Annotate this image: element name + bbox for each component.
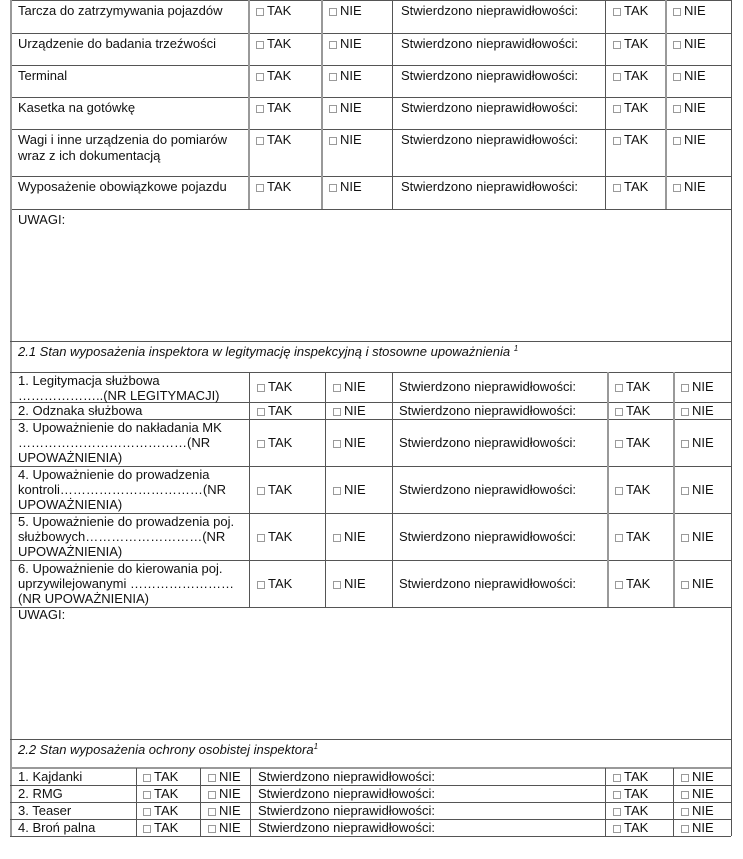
checkbox-icon[interactable] [257,487,265,495]
no-checkbox[interactable] [329,3,362,18]
notes-field[interactable] [11,622,730,738]
option-label: NIE [684,100,706,115]
option-label: NIE [692,769,714,784]
checkbox-icon[interactable] [333,534,341,542]
irregularities-no-checkbox[interactable] [681,769,714,784]
checkbox-icon[interactable] [681,384,689,392]
checkbox-icon[interactable] [673,8,681,16]
item-label: UPOWAŻNIENIA) [18,497,123,512]
yes-checkbox[interactable] [256,68,291,83]
item-label: UPOWAŻNIENIA) [18,450,123,465]
irregularities-yes-checkbox[interactable] [613,820,648,835]
irregularities-label: Stwierdzono nieprawidłowości: [399,379,577,394]
irregularities-label: Stwierdzono nieprawidłowości: [401,132,579,147]
checkbox-icon[interactable] [613,73,621,81]
no-checkbox[interactable] [208,820,241,835]
irregularities-yes-checkbox[interactable] [613,179,648,194]
table-border [249,372,250,607]
option-label: NIE [340,68,362,83]
checkbox-icon[interactable] [615,408,623,416]
yes-checkbox[interactable] [256,132,291,147]
footnote-marker: 1 [313,742,319,751]
checkbox-icon[interactable] [143,791,151,799]
checkbox-icon[interactable] [615,534,623,542]
irregularities-no-checkbox[interactable] [681,786,714,801]
option-label: TAK [626,482,651,497]
table-border [605,768,606,836]
irregularities-yes-checkbox[interactable] [613,803,648,818]
option-label: TAK [626,379,651,394]
option-label: NIE [344,576,366,591]
irregularities-no-checkbox[interactable] [681,435,714,450]
item-label: ………………..(NR LEGITYMACJI) [18,388,220,403]
checkbox-icon[interactable] [681,534,689,542]
checkbox-icon[interactable] [256,73,264,81]
no-checkbox[interactable] [208,769,241,784]
checkbox-icon[interactable] [615,487,623,495]
option-label: NIE [344,529,366,544]
option-label: TAK [268,379,293,394]
option-label: TAK [267,179,292,194]
item-label: Kasetka na gotówkę [18,100,136,115]
item-label: Wyposażenie obowiązkowe pojazdu [18,179,227,194]
checkbox-icon[interactable] [613,137,621,145]
no-checkbox[interactable] [333,435,366,450]
section-title [18,344,518,359]
table-border [248,0,250,209]
yes-checkbox[interactable] [257,435,292,450]
option-label: NIE [344,403,366,418]
checkbox-icon[interactable] [333,581,341,589]
option-label: NIE [344,482,366,497]
table-border [10,341,731,342]
option-label: NIE [692,576,714,591]
table-border [10,33,731,34]
footnote-marker: 1 [513,344,519,353]
option-label: NIE [340,3,362,18]
option-label: TAK [626,403,651,418]
irregularities-yes-checkbox[interactable] [613,68,648,83]
irregularities-no-checkbox[interactable] [673,36,706,51]
irregularities-label: Stwierdzono nieprawidłowości: [258,803,436,818]
checkbox-icon[interactable] [613,184,621,192]
table-border [673,372,675,607]
irregularities-yes-checkbox[interactable] [613,100,648,115]
irregularities-no-checkbox[interactable] [673,68,706,83]
checkbox-icon[interactable] [329,41,337,49]
checkbox-icon[interactable] [333,408,341,416]
item-label: (NR UPOWAŻNIENIA) [18,591,149,606]
irregularities-no-checkbox[interactable] [673,100,706,115]
checkbox-icon[interactable] [673,184,681,192]
checkbox-icon[interactable] [673,105,681,113]
option-label: TAK [268,576,293,591]
table-border [673,768,674,836]
option-label: NIE [692,786,714,801]
checkbox-icon[interactable] [143,825,151,833]
no-checkbox[interactable] [333,403,366,418]
option-label: TAK [268,482,293,497]
item-label: 6. Upoważnienie do kierowania poj. [18,561,223,576]
table-border [392,372,393,607]
option-label: TAK [267,100,292,115]
table-border [325,372,326,607]
option-label: TAK [267,36,292,51]
checkbox-icon[interactable] [681,408,689,416]
irregularities-no-checkbox[interactable] [673,132,706,147]
irregularities-no-checkbox[interactable] [681,379,714,394]
yes-checkbox[interactable] [256,100,291,115]
option-label: NIE [340,132,362,147]
item-label: służbowych………………………(NR [18,529,226,544]
irregularities-label: Stwierdzono nieprawidłowości: [258,786,436,801]
item-label: UPOWAŻNIENIA) [18,544,123,559]
notes-label: UWAGI: [18,212,66,227]
checkbox-icon[interactable] [613,791,621,799]
yes-checkbox[interactable] [143,786,178,801]
section-title [18,742,318,757]
table-border [10,97,731,98]
notes-field[interactable] [11,226,730,340]
table-border [321,0,323,209]
table-border [665,0,667,209]
table-border [10,209,731,210]
checkbox-icon[interactable] [673,73,681,81]
checkbox-icon[interactable] [329,137,337,145]
no-checkbox[interactable] [208,786,241,801]
item-label: 3. Upoważnienie do nakładania MK [18,420,222,435]
checkbox-icon[interactable] [333,487,341,495]
checkbox-icon[interactable] [613,808,621,816]
option-label: TAK [267,3,292,18]
item-label: 2. Odznaka służbowa [18,403,143,418]
checkbox-icon[interactable] [257,440,265,448]
checkbox-icon[interactable] [615,581,623,589]
option-label: NIE [219,786,241,801]
checkbox-icon[interactable] [256,184,264,192]
option-label: NIE [684,132,706,147]
irregularities-no-checkbox[interactable] [681,576,714,591]
yes-checkbox[interactable] [257,576,292,591]
option-label: TAK [154,769,179,784]
option-label: TAK [154,803,179,818]
item-label: kontroli……………………………(NR [18,482,227,497]
irregularities-label: Stwierdzono nieprawidłowości: [258,820,436,835]
table-border [250,768,251,836]
irregularities-label: Stwierdzono nieprawidłowości: [401,100,579,115]
checkbox-icon[interactable] [681,440,689,448]
checkbox-icon[interactable] [673,137,681,145]
irregularities-no-checkbox[interactable] [681,482,714,497]
irregularities-label: Stwierdzono nieprawidłowości: [401,3,579,18]
option-label: NIE [340,179,362,194]
checkbox-icon[interactable] [615,440,623,448]
option-label: NIE [692,529,714,544]
option-label: NIE [340,36,362,51]
irregularities-yes-checkbox[interactable] [615,435,650,450]
irregularities-label: Stwierdzono nieprawidłowości: [399,403,577,418]
checkbox-icon[interactable] [681,774,689,782]
option-label: TAK [624,769,649,784]
section-title-text: 2.2 Stan wyposażenia ochrony osobistej inspektora [18,742,314,757]
checkbox-icon[interactable] [143,774,151,782]
irregularities-yes-checkbox[interactable] [613,769,648,784]
section-title-text: 2.1 Stan wyposażenia inspektora w legitymację inspekcyjną i stosowne upoważnienia [18,344,511,359]
irregularities-label: Stwierdzono nieprawidłowości: [258,769,436,784]
irregularities-yes-checkbox[interactable] [613,36,648,51]
checkbox-icon[interactable] [329,184,337,192]
irregularities-label: Stwierdzono nieprawidłowości: [401,68,579,83]
option-label: TAK [624,786,649,801]
item-label: 4. Broń palna [18,820,96,835]
irregularities-yes-checkbox[interactable] [615,576,650,591]
checkbox-icon[interactable] [613,825,621,833]
item-label: Wagi i inne urządzenia do pomiarów [18,132,228,147]
no-checkbox[interactable] [329,179,362,194]
no-checkbox[interactable] [333,529,366,544]
option-label: TAK [268,435,293,450]
irregularities-label: Stwierdzono nieprawidłowości: [401,179,579,194]
checkbox-icon[interactable] [329,105,337,113]
irregularities-yes-checkbox[interactable] [613,3,648,18]
table-border [607,372,609,607]
checkbox-icon[interactable] [613,8,621,16]
irregularities-label: Stwierdzono nieprawidłowości: [401,36,579,51]
yes-checkbox[interactable] [256,36,291,51]
irregularities-no-checkbox[interactable] [681,803,714,818]
table-border [200,768,201,836]
checkbox-icon[interactable] [615,384,623,392]
irregularities-label: Stwierdzono nieprawidłowości: [399,435,577,450]
yes-checkbox[interactable] [257,529,292,544]
table-border [10,739,731,740]
checkbox-icon[interactable] [329,73,337,81]
no-checkbox[interactable] [329,132,362,147]
yes-checkbox[interactable] [257,482,292,497]
yes-checkbox[interactable] [256,179,291,194]
yes-checkbox[interactable] [256,3,291,18]
irregularities-yes-checkbox[interactable] [615,379,650,394]
item-label: 1. Kajdanki [18,769,83,784]
item-label: Terminal [18,68,68,83]
no-checkbox[interactable] [333,379,366,394]
checkbox-icon[interactable] [333,384,341,392]
option-label: NIE [344,379,366,394]
irregularities-no-checkbox[interactable] [681,820,714,835]
option-label: NIE [692,803,714,818]
option-label: TAK [154,786,179,801]
no-checkbox[interactable] [333,482,366,497]
option-label: NIE [219,769,241,784]
option-label: NIE [692,403,714,418]
irregularities-label: Stwierdzono nieprawidłowości: [399,482,577,497]
item-label: Tarcza do zatrzymywania pojazdów [18,3,223,18]
checkbox-icon[interactable] [613,774,621,782]
table-border [10,836,731,837]
option-label: NIE [692,820,714,835]
yes-checkbox[interactable] [257,379,292,394]
table-border [392,0,393,209]
no-checkbox[interactable] [333,576,366,591]
checkbox-icon[interactable] [333,440,341,448]
checkbox-icon[interactable] [613,41,621,49]
checkbox-icon[interactable] [257,581,265,589]
checkbox-icon[interactable] [681,487,689,495]
checkbox-icon[interactable] [681,581,689,589]
checkbox-icon[interactable] [256,105,264,113]
option-label: TAK [154,820,179,835]
option-label: NIE [344,435,366,450]
table-border [605,0,606,209]
option-label: TAK [267,68,292,83]
option-label: NIE [684,68,706,83]
item-label: 4. Upoważnienie do prowadzenia [18,467,210,482]
irregularities-yes-checkbox[interactable] [613,132,648,147]
checkbox-icon[interactable] [681,791,689,799]
option-label: NIE [684,36,706,51]
checkbox-icon[interactable] [256,8,264,16]
checkbox-icon[interactable] [681,808,689,816]
option-label: TAK [624,132,649,147]
checkbox-icon[interactable] [256,137,264,145]
option-label: NIE [692,379,714,394]
checkbox-icon[interactable] [329,8,337,16]
yes-checkbox[interactable] [257,403,292,418]
checkbox-icon[interactable] [681,825,689,833]
notes-label: UWAGI: [18,607,66,622]
checkbox-icon[interactable] [673,41,681,49]
option-label: TAK [624,100,649,115]
right-border [731,0,732,836]
option-label: TAK [624,3,649,18]
option-label: TAK [626,435,651,450]
item-label: 2. RMG [18,786,63,801]
item-label: 1. Legitymacja służbowa [18,373,160,388]
option-label: TAK [624,36,649,51]
checkbox-icon[interactable] [143,808,151,816]
checkbox-icon[interactable] [208,808,216,816]
checkbox-icon[interactable] [208,774,216,782]
checkbox-icon[interactable] [256,41,264,49]
checkbox-icon[interactable] [208,825,216,833]
option-label: TAK [626,576,651,591]
yes-checkbox[interactable] [143,803,178,818]
irregularities-label: Stwierdzono nieprawidłowości: [399,576,577,591]
option-label: TAK [624,68,649,83]
yes-checkbox[interactable] [143,769,178,784]
checkbox-icon[interactable] [613,105,621,113]
option-label: TAK [267,132,292,147]
no-checkbox[interactable] [329,68,362,83]
option-label: NIE [219,820,241,835]
table-border [10,0,731,1]
option-label: TAK [624,179,649,194]
table-border [136,768,137,836]
item-label: 3. Teaser [18,803,72,818]
no-checkbox[interactable] [329,100,362,115]
item-label: wraz z ich dokumentacją [18,148,161,163]
item-label: Urządzenie do badania trzeźwości [18,36,216,51]
item-label: …………………………………(NR [18,435,211,450]
option-label: TAK [624,803,649,818]
option-label: TAK [268,529,293,544]
checkbox-icon[interactable] [257,384,265,392]
option-label: TAK [624,820,649,835]
option-label: TAK [268,403,293,418]
table-border [10,607,731,608]
irregularities-no-checkbox[interactable] [681,529,714,544]
option-label: NIE [692,482,714,497]
option-label: NIE [219,803,241,818]
item-label: uprzywilejowanymi …………………… [18,576,234,591]
irregularities-yes-checkbox[interactable] [615,403,650,418]
irregularities-yes-checkbox[interactable] [615,482,650,497]
yes-checkbox[interactable] [143,820,178,835]
no-checkbox[interactable] [329,36,362,51]
irregularities-yes-checkbox[interactable] [615,529,650,544]
option-label: NIE [684,3,706,18]
no-checkbox[interactable] [208,803,241,818]
irregularities-no-checkbox[interactable] [673,3,706,18]
irregularities-yes-checkbox[interactable] [613,786,648,801]
irregularities-no-checkbox[interactable] [673,179,706,194]
table-border [10,176,731,177]
irregularities-label: Stwierdzono nieprawidłowości: [399,529,577,544]
table-border [10,65,731,66]
checkbox-icon[interactable] [208,791,216,799]
option-label: TAK [626,529,651,544]
table-border [10,129,731,130]
option-label: NIE [340,100,362,115]
checkbox-icon[interactable] [257,534,265,542]
option-label: NIE [684,179,706,194]
checkbox-icon[interactable] [257,408,265,416]
irregularities-no-checkbox[interactable] [681,403,714,418]
item-label: 5. Upoważnienie do prowadzenia poj. [18,514,235,529]
option-label: NIE [692,435,714,450]
